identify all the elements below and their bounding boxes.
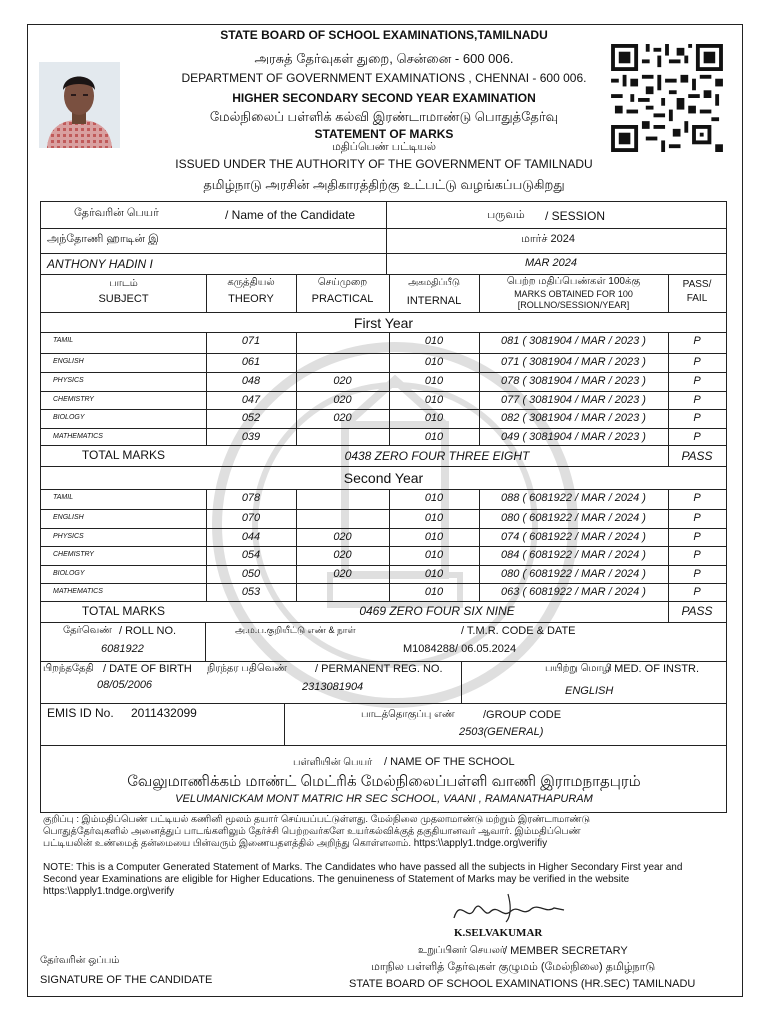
board-name: STATE BOARD OF SCHOOL EXAMINATIONS (HR.SEC) TAMILNADU bbox=[349, 978, 696, 990]
obtained-cell: 063 ( 6081922 / MAR / 2024 ) bbox=[501, 586, 646, 598]
obtained-header-tamil: பெற்ற மதிப்பெண்கள் 100க்கு bbox=[506, 276, 641, 287]
theory-cell: 054 bbox=[241, 549, 261, 561]
dob-label: / DATE OF BIRTH bbox=[103, 663, 192, 675]
second-year-total-result: PASS bbox=[681, 604, 713, 618]
subject-header-tamil: பாடம் bbox=[109, 278, 138, 289]
internal-header-tamil: அகமதிப்பீடு bbox=[408, 277, 460, 287]
name-label-tamil: தேர்வரின் பெயர் bbox=[74, 207, 159, 219]
issued-authority-tamil: தமிழ்நாடு அரசின் அதிகாரத்திற்கு உட்பட்டு வழங்கப்படுகிறது bbox=[203, 177, 565, 192]
date-of-birth: 08/05/2006 bbox=[97, 679, 153, 691]
internal-cell: 010 bbox=[424, 394, 444, 406]
session-tamil: மார்ச் 2024 bbox=[521, 233, 575, 245]
medium-label-tamil: பயிற்று மொழி bbox=[545, 663, 612, 674]
group-label-tamil: பாடத்தொகுப்பு எண் bbox=[361, 709, 455, 720]
subject-cell: TAMIL bbox=[53, 337, 74, 344]
internal-cell: 010 bbox=[424, 586, 444, 598]
emis-value: 2011432099 bbox=[131, 706, 197, 720]
obtained-cell: 081 ( 3081904 / MAR / 2023 ) bbox=[501, 335, 646, 347]
result-cell: P bbox=[693, 512, 701, 524]
perm-reg-label-tamil: நிரந்தர பதிவெண் bbox=[207, 663, 288, 674]
secretary-name: K.SELVAKUMAR bbox=[454, 927, 543, 939]
internal-cell: 010 bbox=[424, 431, 444, 443]
candidate-name-tamil: அந்தோணி ஹாடின் இ bbox=[47, 233, 159, 245]
theory-cell: 047 bbox=[241, 394, 261, 406]
session-value: MAR 2024 bbox=[525, 257, 577, 269]
theory-header-tamil: கருத்தியல் bbox=[227, 277, 275, 288]
statement-title: STATEMENT OF MARKS bbox=[314, 127, 454, 141]
internal-header: INTERNAL bbox=[406, 295, 462, 307]
tmr-label-tamil: அ.ம.ப.குறியீட்டு எண் & நாள் bbox=[235, 625, 356, 635]
dept-title: DEPARTMENT OF GOVERNMENT EXAMINATIONS , CHENNAI - 600 006. bbox=[181, 71, 587, 85]
verify-link-tamil[interactable]: https:\\apply1.tndge.org\verifiy bbox=[413, 838, 548, 849]
emis-label: EMIS ID No. bbox=[47, 706, 114, 720]
practical-cell: 020 bbox=[333, 412, 352, 424]
internal-cell: 010 bbox=[424, 512, 444, 524]
group-label: /GROUP CODE bbox=[483, 709, 562, 721]
practical-cell: 020 bbox=[333, 394, 352, 406]
board-title: STATE BOARD OF SCHOOL EXAMINATIONS,TAMILNADU bbox=[220, 28, 548, 42]
pass-fail-header: PASS/ bbox=[682, 279, 712, 290]
subject-cell: TAMIL bbox=[53, 494, 74, 501]
tmr-value: M1084288/ 06.05.2024 bbox=[403, 643, 517, 655]
theory-cell: 070 bbox=[241, 512, 261, 524]
subject-cell: MATHEMATICS bbox=[53, 588, 103, 595]
secretary-signature bbox=[450, 888, 570, 928]
medium-value: ENGLISH bbox=[565, 685, 614, 697]
note-tamil: குறிப்பு : இம்மதிப்பெண் பட்டியல் கணினி மூலம் தயார் செய்யப்பட்டுள்ளது. மேல்நிலை முதலாமாண்டு மற்றும் இரண்டாமாண்டு பொதுத்தேர்வுகளில் அனைத்துப் பாடங்களிலும் தேர்ச்சி பெற்றவர்களே உயர்கல்விக்குத் தகுதியானவர் ஆவார். இம்மதிப்பெண் பட்டியலின் உண்மைத் தன்மையை பின்வரும் இணையதளத்தில் அறிந்து கொள்ளலாம். https:\\apply1.tndge.org\verifiy bbox=[43, 814, 590, 849]
practical-cell: 020 bbox=[333, 549, 352, 561]
practical-header-tamil: செய்முறை bbox=[317, 277, 368, 288]
obtained-cell: 074 ( 6081922 / MAR / 2024 ) bbox=[501, 531, 646, 543]
subject-cell: ENGLISH bbox=[53, 514, 84, 521]
roll-label: / ROLL NO. bbox=[119, 625, 177, 637]
result-cell: P bbox=[693, 356, 701, 368]
result-cell: P bbox=[693, 549, 701, 561]
internal-cell: 010 bbox=[424, 356, 444, 368]
second-year-total-label: TOTAL MARKS bbox=[81, 604, 166, 618]
qr-code bbox=[611, 44, 723, 152]
internal-cell: 010 bbox=[424, 549, 444, 561]
perm-reg-number: 2313081904 bbox=[302, 681, 364, 693]
school-label-tamil: பள்ளியின் பெயர் bbox=[293, 757, 373, 768]
school-label: / NAME OF THE SCHOOL bbox=[384, 756, 515, 768]
board-name-tamil: மாநில பள்ளித் தேர்வுகள் குழுமம் (மேல்நிலை) தமிழ்நாடு bbox=[371, 961, 656, 973]
obtained-header: MARKS OBTAINED FOR 100 bbox=[514, 289, 633, 299]
candidate-name: ANTHONY HADIN I bbox=[47, 257, 153, 271]
obtained-cell: 071 ( 3081904 / MAR / 2023 ) bbox=[501, 356, 646, 368]
exam-title: HIGHER SECONDARY SECOND YEAR EXAMINATION bbox=[232, 91, 536, 105]
theory-cell: 078 bbox=[241, 492, 261, 504]
exam-title-tamil: மேல்நிலைப் பள்ளிக் கல்வி இரண்டாமாண்டு பொதுத்தேர்வு bbox=[209, 109, 559, 124]
obtained-cell: 080 ( 6081922 / MAR / 2024 ) bbox=[501, 568, 646, 580]
verify-link[interactable]: https:\\apply1.tndge.org\verify bbox=[43, 886, 175, 897]
medium-label: / MED. OF INSTR. bbox=[608, 663, 700, 675]
theory-cell: 053 bbox=[241, 586, 261, 598]
second-year-title: Second Year bbox=[343, 470, 424, 486]
obtained-cell: 080 ( 6081922 / MAR / 2024 ) bbox=[501, 512, 646, 524]
obtained-header-sub: [ROLLNO/SESSION/YEAR] bbox=[517, 300, 630, 310]
subject-cell: BIOLOGY bbox=[53, 414, 85, 421]
internal-cell: 010 bbox=[424, 531, 444, 543]
school-name-tamil: வேலுமாணிக்கம் மாண்ட் மெட்ரிக் மேல்நிலைப்பள்ளி வாணி இராமநாதபுரம் bbox=[127, 773, 641, 790]
theory-cell: 071 bbox=[241, 335, 261, 347]
school-name: VELUMANICKAM MONT MATRIC HR SEC SCHOOL, VAANI , RAMANATHAPURAM bbox=[175, 793, 593, 805]
theory-header: THEORY bbox=[228, 293, 274, 305]
result-cell: P bbox=[693, 335, 701, 347]
obtained-cell: 088 ( 6081922 / MAR / 2024 ) bbox=[501, 492, 646, 504]
first-year-title: First Year bbox=[353, 315, 414, 331]
statement-title-tamil: மதிப்பெண் பட்டியல் bbox=[331, 141, 437, 153]
perm-reg-label: / PERMANENT REG. NO. bbox=[315, 663, 443, 675]
note-english: NOTE: This is a Computer Generated Statement of Marks. The Candidates who have passed all the subjects in Higher Secondary First year and Second year Examinations are eligible for Higher Educations. The genuineness of Statement of Marks may be verified in the website https:\\apply1.tndge.org\verify bbox=[43, 862, 725, 898]
second-year-total-value: 0469 ZERO FOUR SIX NINE bbox=[359, 604, 515, 618]
session-label: / SESSION bbox=[545, 209, 606, 223]
subject-cell: PHYSICS bbox=[53, 533, 84, 540]
result-cell: P bbox=[693, 492, 701, 504]
group-code: 2503(GENERAL) bbox=[459, 726, 544, 738]
obtained-cell: 077 ( 3081904 / MAR / 2023 ) bbox=[501, 394, 646, 406]
first-year-total-result: PASS bbox=[681, 449, 713, 463]
internal-cell: 010 bbox=[424, 375, 444, 387]
obtained-cell: 078 ( 3081904 / MAR / 2023 ) bbox=[501, 375, 646, 387]
theory-cell: 061 bbox=[241, 356, 261, 368]
obtained-cell: 049 ( 3081904 / MAR / 2023 ) bbox=[501, 431, 646, 443]
practical-cell: 020 bbox=[333, 531, 352, 543]
internal-cell: 010 bbox=[424, 492, 444, 504]
result-cell: P bbox=[693, 431, 701, 443]
candidate-signature-label: SIGNATURE OF THE CANDIDATE bbox=[40, 974, 213, 986]
theory-cell: 048 bbox=[241, 375, 261, 387]
school-box-bottom bbox=[40, 812, 727, 813]
practical-header: PRACTICAL bbox=[311, 293, 374, 305]
result-cell: P bbox=[693, 375, 701, 387]
issued-authority: ISSUED UNDER THE AUTHORITY OF THE GOVERNMENT OF TAMILNADU bbox=[175, 157, 593, 171]
result-cell: P bbox=[693, 568, 701, 580]
candidate-photo bbox=[39, 62, 120, 148]
pass-fail-header-2: FAIL bbox=[686, 293, 708, 304]
result-cell: P bbox=[693, 394, 701, 406]
secretary-title-tamil: உறுப்பினர் செயலர் bbox=[418, 945, 506, 956]
roll-number: 6081922 bbox=[101, 643, 144, 655]
practical-cell: 020 bbox=[333, 568, 352, 580]
subject-cell: CHEMISTRY bbox=[53, 396, 94, 403]
theory-cell: 039 bbox=[241, 431, 261, 443]
internal-cell: 010 bbox=[424, 568, 444, 580]
subject-cell: MATHEMATICS bbox=[53, 433, 103, 440]
first-year-total-label: TOTAL MARKS bbox=[81, 448, 166, 462]
theory-cell: 044 bbox=[241, 531, 261, 543]
roll-label-tamil: தேர்வெண் bbox=[63, 625, 112, 636]
internal-cell: 010 bbox=[424, 335, 444, 347]
dept-title-tamil: அரசுத் தேர்வுகள் துறை, சென்னை - 600 006. bbox=[254, 51, 514, 66]
candidate-signature-label-tamil: தேர்வரின் ஒப்பம் bbox=[40, 955, 120, 966]
name-label: / Name of the Candidate bbox=[225, 208, 356, 222]
secretary-title: / MEMBER SECRETARY bbox=[504, 945, 628, 957]
practical-cell: 020 bbox=[333, 375, 352, 387]
subject-cell: BIOLOGY bbox=[53, 570, 85, 577]
subject-cell: CHEMISTRY bbox=[53, 551, 94, 558]
result-cell: P bbox=[693, 586, 701, 598]
theory-cell: 052 bbox=[241, 412, 261, 424]
obtained-cell: 084 ( 6081922 / MAR / 2024 ) bbox=[501, 549, 646, 561]
tmr-label: / T.M.R. CODE & DATE bbox=[461, 625, 576, 637]
subject-header: SUBJECT bbox=[98, 293, 149, 305]
marks-table bbox=[40, 201, 727, 746]
result-cell: P bbox=[693, 412, 701, 424]
result-cell: P bbox=[693, 531, 701, 543]
dob-label-tamil: பிறந்ததேதி bbox=[43, 663, 94, 674]
obtained-cell: 082 ( 3081904 / MAR / 2023 ) bbox=[501, 412, 646, 424]
theory-cell: 050 bbox=[241, 568, 261, 580]
first-year-total-value: 0438 ZERO FOUR THREE EIGHT bbox=[344, 449, 530, 463]
session-label-tamil: பருவம் bbox=[487, 209, 525, 221]
internal-cell: 010 bbox=[424, 412, 444, 424]
subject-cell: ENGLISH bbox=[53, 358, 84, 365]
subject-cell: PHYSICS bbox=[53, 377, 84, 384]
